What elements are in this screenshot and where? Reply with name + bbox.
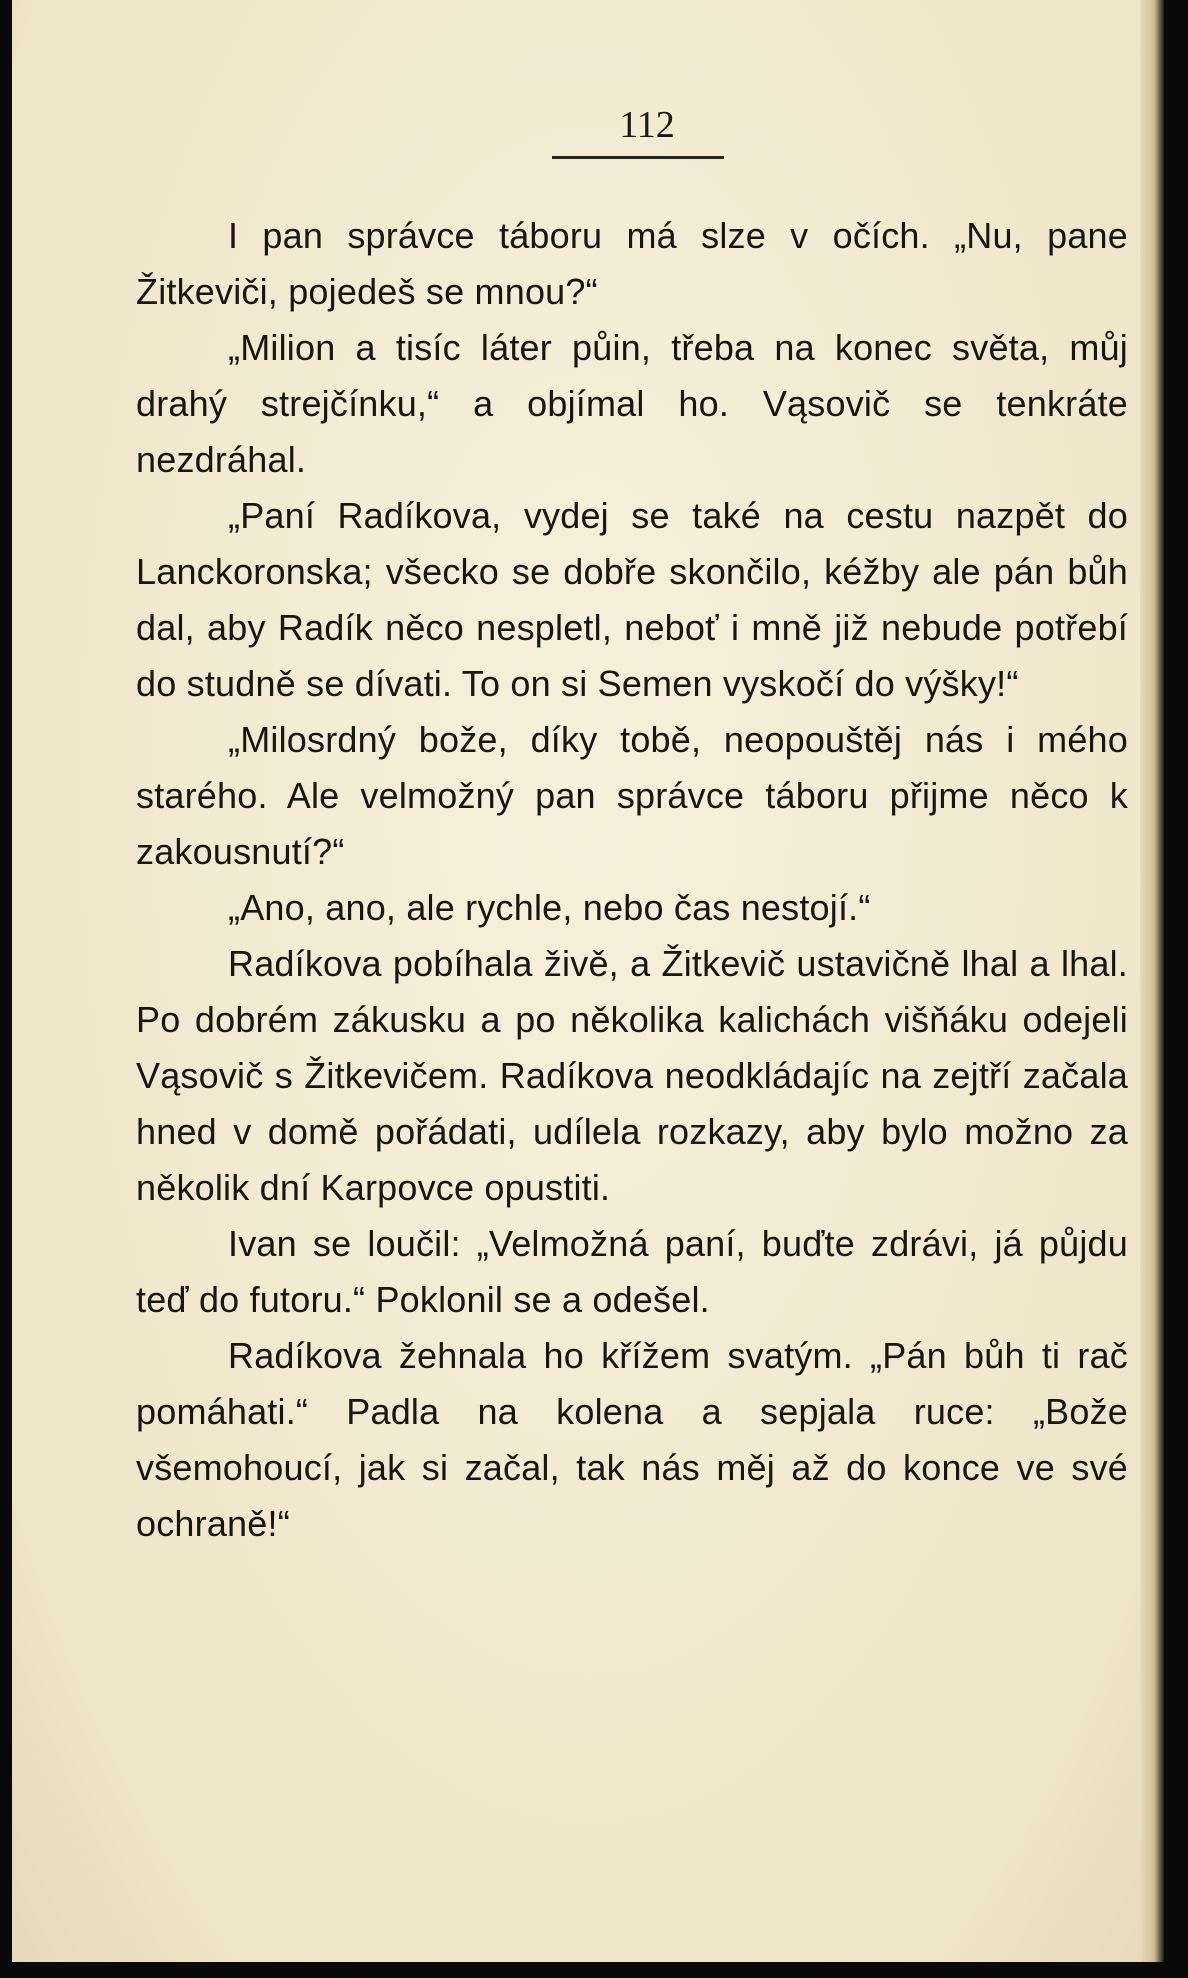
paragraph: Radíkova žehnala ho křížem svatým. „Pán bůh ti rač pomáhati.“ Padla na kolena a sepjala ruce: „Bože všemohoucí, jak si začal, tak nás měj až do konce ve své ochraně!“ [136, 1335, 1128, 1544]
paragraph: Radíkova pobíhala živě, a Žitkevič ustavičně lhal a lhal. Po dobrém zákusku a po několika kalichách višňáku odejeli Vąsovič s Žitkevičem. Radíkova neodkládajíc na zejtří začala hned v domě pořádati, udílela rozkazy, aby bylo možno za několik dní Karpovce opustiti. [136, 943, 1128, 1208]
paragraph: I pan správce táboru má slze v očích. „Nu, pane Žitkeviči, pojedeš se mnou?“ [136, 215, 1128, 312]
paragraph: „Paní Radíkova, vydej se také na cestu nazpět do Lanckoronska; všecko se dobře skončilo, kéžby ale pán bůh dal, aby Radík něco nespletl, neboť i mně již nebude potřebí do studně se dívati. To on si Semen vyskočí do výšky!“ [136, 495, 1128, 704]
paragraph: „Milosrdný bože, díky tobě, neopouštěj nás i mého starého. Ale velmožný pan správce táboru přijme něco k zakousnutí?“ [136, 719, 1128, 872]
page-number: 112 [619, 104, 675, 146]
header-rule [552, 156, 724, 159]
body-text [136, 208, 1128, 1552]
paragraph: „Milion a tisíc láter půin, třeba na konec světa, můj drahý strejčínku,“ a objímal ho. Vąsovič se tenkráte nezdráhal. [136, 327, 1128, 480]
book-page [12, 0, 1164, 1962]
page-spine-edge [1140, 0, 1164, 1962]
paragraph: Ivan se loučil: „Velmožná paní, buďte zdrávi, já půjdu teď do futoru.“ Poklonil se a odešel. [136, 1223, 1128, 1320]
paragraph: „Ano, ano, ale rychle, nebo čas nestojí.“ [228, 887, 871, 928]
